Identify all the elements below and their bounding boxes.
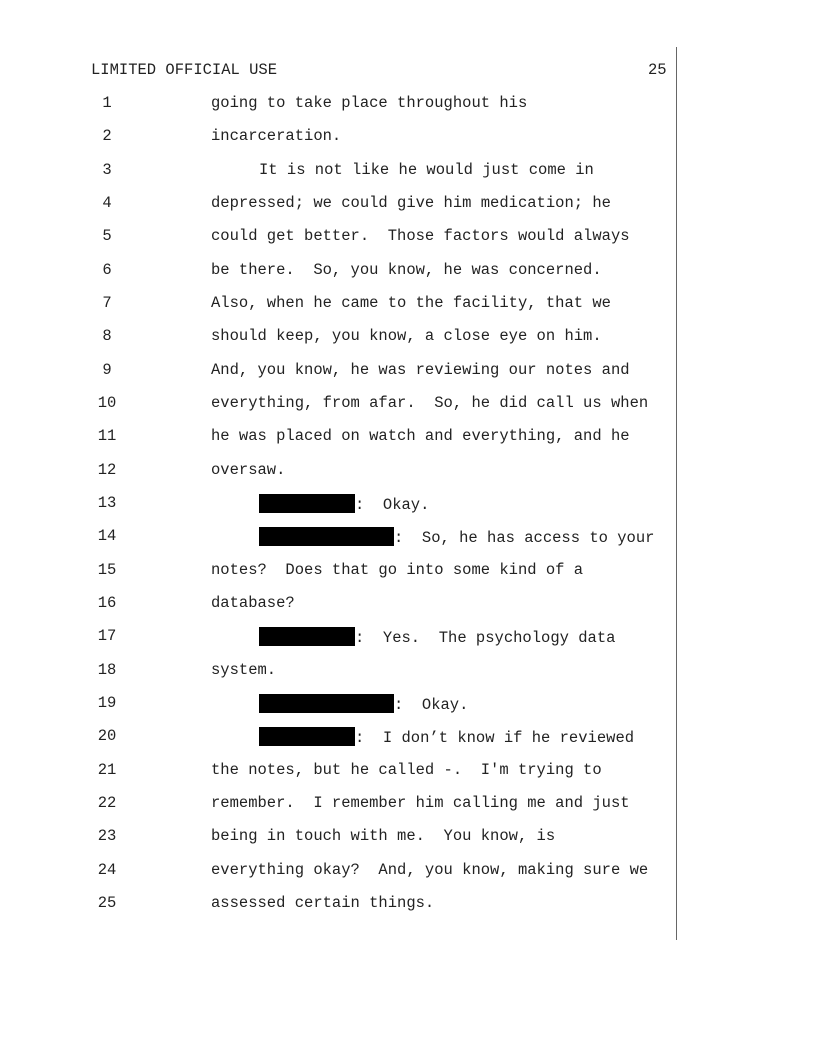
line-text: be there. So, you know, he was concerned.: [211, 261, 602, 279]
redaction-block: [259, 527, 394, 546]
line-text: could get better. Those factors would always: [211, 227, 630, 245]
line-text: the notes, but he called -. I'm trying to: [211, 761, 602, 779]
line-number: 22: [97, 794, 117, 812]
line-number: 3: [102, 161, 112, 179]
transcript-line: [0, 694, 676, 727]
line-number: 17: [97, 627, 117, 645]
transcript-line: [0, 861, 676, 894]
line-text: incarceration.: [211, 127, 342, 145]
transcript-line: [0, 261, 676, 294]
line-text: everything, from afar. So, he did call us when: [211, 394, 649, 412]
transcript-line: [0, 294, 676, 327]
line-number: 6: [102, 261, 112, 279]
transcript-line: [0, 227, 676, 260]
redaction-block: [259, 727, 355, 746]
transcript-line: [0, 761, 676, 794]
transcript-line: [0, 127, 676, 160]
speaker-line: [259, 627, 615, 647]
line-text: It is not like he would just come in: [259, 161, 594, 179]
line-number: 21: [97, 761, 117, 779]
line-text: system.: [211, 661, 277, 679]
line-text: he was placed on watch and everything, and he: [211, 427, 630, 445]
line-text: Also, when he came to the facility, that we: [211, 294, 611, 312]
line-number: 2: [102, 127, 112, 145]
speaker-line: [259, 694, 468, 714]
right-margin-rule: [676, 47, 677, 940]
line-text: being in touch with me. You know, is: [211, 827, 556, 845]
line-number: 9: [102, 361, 112, 379]
page-header-classification: LIMITED OFFICIAL USE: [91, 61, 278, 79]
line-number: 12: [97, 461, 117, 479]
line-number: 1: [102, 94, 112, 112]
redaction-block: [259, 627, 355, 646]
transcript-line: [0, 594, 676, 627]
line-number: 4: [102, 194, 112, 212]
line-text: : So, he has access to your: [394, 529, 655, 547]
line-text: should keep, you know, a close eye on him.: [211, 327, 602, 345]
line-number: 15: [97, 561, 117, 579]
transcript-line: [0, 561, 676, 594]
transcript-line: [0, 461, 676, 494]
transcript-line: [0, 427, 676, 460]
line-text: remember. I remember him calling me and just: [211, 794, 630, 812]
transcript-line: [0, 361, 676, 394]
transcript-line: [0, 527, 676, 560]
line-number: 7: [102, 294, 112, 312]
transcript-line: [0, 327, 676, 360]
transcript-line: [0, 394, 676, 427]
redaction-block: [259, 694, 394, 713]
transcript-line: [0, 194, 676, 227]
line-text: oversaw.: [211, 461, 286, 479]
transcript-line: [0, 494, 676, 527]
redaction-block: [259, 494, 355, 513]
line-number: 23: [97, 827, 117, 845]
line-text: And, you know, he was reviewing our notes and: [211, 361, 630, 379]
page-number: 25: [648, 61, 667, 79]
line-text: : Okay.: [355, 496, 430, 514]
speaker-line: [259, 727, 634, 747]
line-text: depressed; we could give him medication; he: [211, 194, 611, 212]
line-text: : Yes. The psychology data: [355, 629, 616, 647]
line-number: 13: [97, 494, 117, 512]
line-number: 14: [97, 527, 117, 545]
speaker-line: [259, 527, 654, 547]
transcript-line: [0, 627, 676, 660]
line-text: going to take place throughout his: [211, 94, 528, 112]
line-number: 10: [97, 394, 117, 412]
transcript-line: [0, 794, 676, 827]
line-number: 11: [97, 427, 117, 445]
line-number: 25: [97, 894, 117, 912]
transcript-line: [0, 827, 676, 860]
transcript-line: [0, 727, 676, 760]
transcript-line: [0, 161, 676, 194]
speaker-line: [259, 494, 429, 514]
line-number: 18: [97, 661, 117, 679]
line-number: 24: [97, 861, 117, 879]
line-text: : Okay.: [394, 696, 469, 714]
line-number: 19: [97, 694, 117, 712]
line-text: assessed certain things.: [211, 894, 435, 912]
line-number: 16: [97, 594, 117, 612]
line-number: 5: [102, 227, 112, 245]
transcript-line: [0, 661, 676, 694]
line-number: 20: [97, 727, 117, 745]
transcript-line: [0, 94, 676, 127]
line-number: 8: [102, 327, 112, 345]
transcript-line: [0, 894, 676, 927]
line-text: notes? Does that go into some kind of a: [211, 561, 584, 579]
line-text: database?: [211, 594, 295, 612]
line-text: everything okay? And, you know, making sure we: [211, 861, 649, 879]
line-text: : I don’t know if he reviewed: [355, 729, 635, 747]
